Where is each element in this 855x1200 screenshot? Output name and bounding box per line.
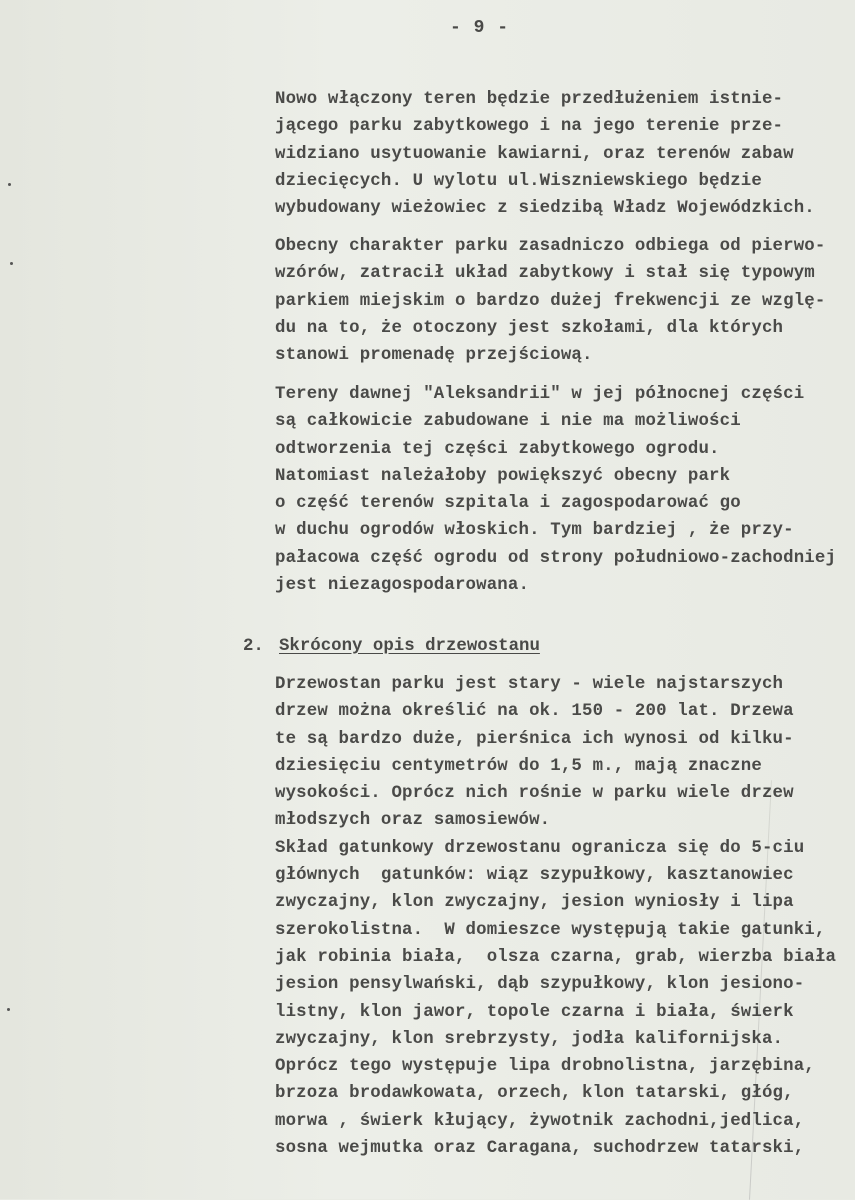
text-line: jesion pensylwański, dąb szypułkowy, klon jesiono- [275,975,805,995]
margin-mark [7,1008,10,1011]
text-line: wybudowany wieżowiec z siedzibą Władz Wojewódzkich. [275,199,815,219]
text-line: są całkowicie zabudowane i nie ma możliwości [275,412,741,432]
text-line: jak robinia biała, olsza czarna, grab, wierzba biała [275,947,837,967]
text-line: brzoza brodawkowata, orzech, klon tatarski, głóg, [275,1084,794,1104]
text-line: wysokości. Oprócz nich rośnie w parku wiele drzew [275,784,794,804]
section-number: 2. [243,637,264,656]
text-line: sosna wejmutka oraz Caragana, suchodrzew tatarski, [275,1139,805,1159]
text-line: zwyczajny, klon srebrzysty, jodła kalifornijska. [275,1029,784,1049]
page-number: - 9 - [450,18,510,38]
text-line: morwa , świerk kłujący, żywotnik zachodni,jedlica, [275,1111,805,1131]
text-line: w duchu ogrodów włoskich. Tym bardziej , że przy- [275,521,794,541]
section-title: Skrócony opis drzewostanu [279,637,540,656]
text-line: stanowi promenadę przejściową. [275,346,593,366]
text-line: widziano usytuowanie kawiarni, oraz terenów zabaw [275,144,794,164]
paragraph-1 [275,86,815,222]
text-line: Nowo włączony teren będzie przedłużeniem istnie- [275,90,784,109]
text-line: wzórów, zatracił układ zabytkowy i stał się typowym [275,264,815,284]
text-line: listny, klon jawor, topole czarna i biała, świerk [275,1002,794,1022]
margin-mark [8,183,11,186]
text-line: dziesięciu centymetrów do 1,5 m., mają znaczne [275,756,762,776]
text-line: parkiem miejskim o bardzo dużej frekwencji ze wzglę- [275,291,826,311]
text-line: Tereny dawnej "Aleksandrii" w jej północnej części [275,385,805,404]
text-line: Skład gatunkowy drzewostanu ogranicza się do 5-ciu [275,838,805,858]
text-line: zwyczajny, klon zwyczajny, jesion wyniosły i lipa [275,893,794,913]
text-line: głównych gatunków: wiąz szypułkowy, kasztanowiec [275,866,794,886]
paragraph-2 [275,233,825,369]
text-line: pałacowa część ogrodu od strony południowo-zachodniej [275,548,837,568]
section-body [275,671,836,1162]
text-line: Obecny charakter parku zasadniczo odbiega od pierwo- [275,237,826,256]
text-line: jest niezagospodarowana. [275,576,530,596]
text-line: Oprócz tego występuje lipa drobnolistna, jarzębina, [275,1057,815,1077]
text-line: szerokolistna. W domieszce występują takie gatunki, [275,920,826,940]
text-line: te są bardzo duże, pierśnica ich wynosi od kilku- [275,729,794,749]
text-line: o część terenów szpitala i zagospodarować go [275,494,741,514]
margin-mark [10,262,13,265]
text-line: jącego parku zabytkowego i na jego terenie prze- [275,117,784,137]
paragraph-3 [275,381,836,599]
text-line: odtworzenia tej części zabytkowego ogrodu. [275,439,720,459]
text-line: Drzewostan parku jest stary - wiele najstarszych [275,675,784,694]
text-line: du na to, że otoczony jest szkołami, dla których [275,318,784,338]
text-line: drzew można określić na ok. 150 - 200 lat. Drzewa [275,702,794,722]
text-line: młodszych oraz samosiewów. [275,811,551,831]
text-line: Natomiast należałoby powiększyć obecny park [275,466,731,486]
text-line: dziecięcych. U wylotu ul.Wiszniewskiego będzie [275,171,762,191]
